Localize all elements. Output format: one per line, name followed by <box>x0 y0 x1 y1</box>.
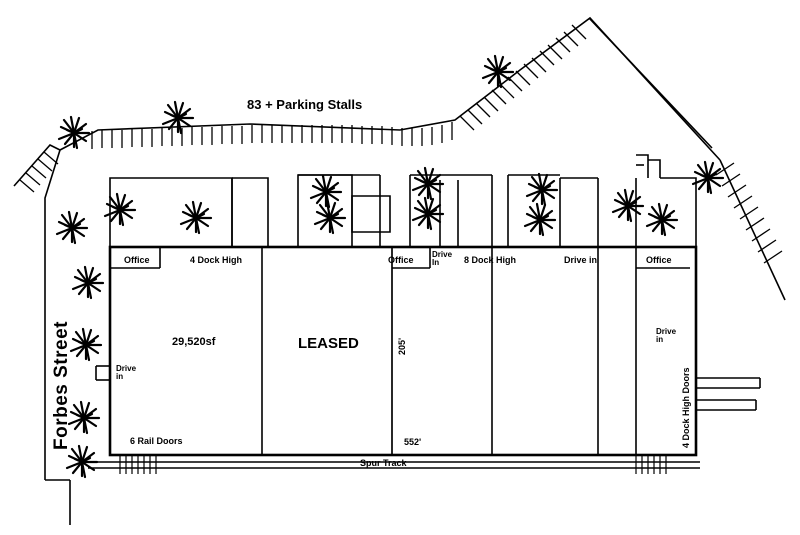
area-left-label: 29,520sf <box>172 336 216 348</box>
drive-in-left-label: Drive in <box>116 364 137 382</box>
dock-high-8-label: 8 Dock High <box>464 255 517 265</box>
office-mid-label: Office <box>388 255 414 265</box>
drive-in-east-label: Drive in <box>656 327 677 345</box>
spur-track-label: Spur Track <box>360 458 407 468</box>
depth-dimension-label: 205' <box>397 337 407 355</box>
office-left-label: Office <box>124 255 150 265</box>
leased-label: LEASED <box>298 335 359 352</box>
dock-high-4-label: 4 Dock High <box>190 255 243 265</box>
dock-doors-east-label: 4 Dock High Doors <box>681 367 691 448</box>
drive-in-mid-label: Drive In <box>432 250 453 268</box>
parking-stalls-label: 83 + Parking Stalls <box>247 97 363 112</box>
office-right-label: Office <box>646 255 672 265</box>
street-label: Forbes Street <box>51 321 72 450</box>
rail-doors-label: 6 Rail Doors <box>130 436 183 446</box>
drive-in-right-label: Drive in <box>564 255 598 265</box>
length-dimension-label: 552' <box>404 437 422 447</box>
